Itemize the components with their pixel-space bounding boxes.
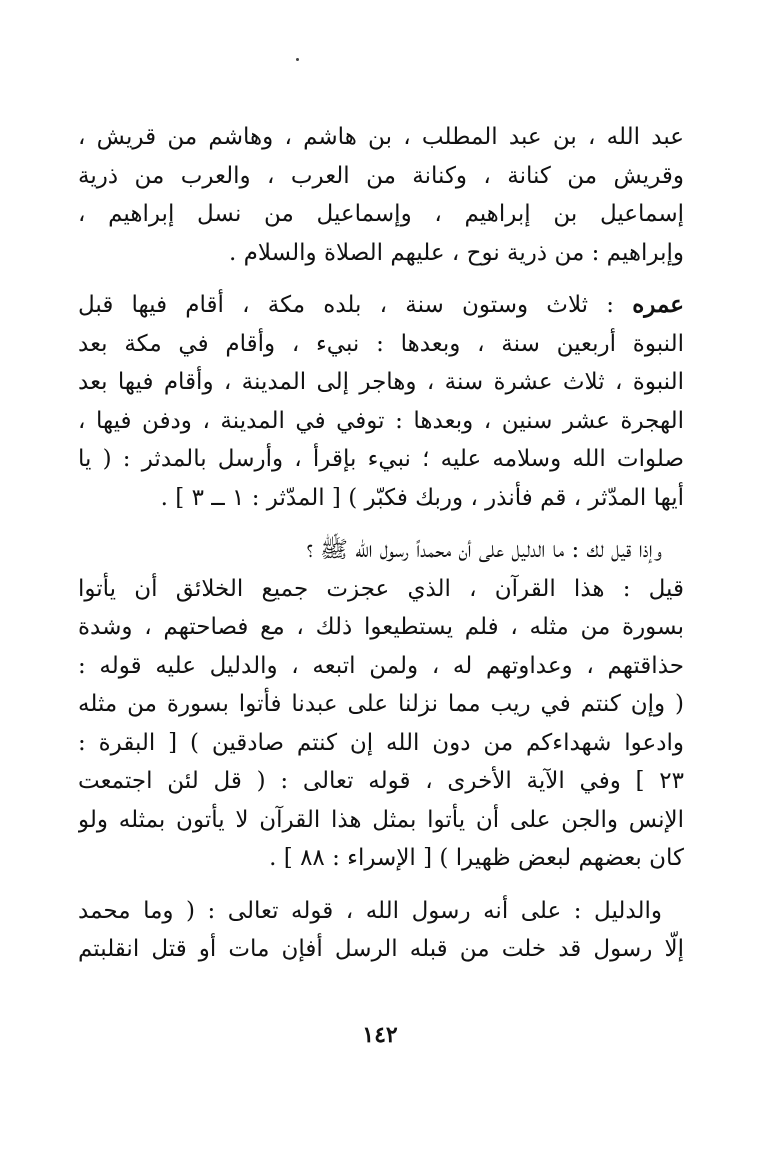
text-line: النبوة ، ثلاث عشرة سنة ، وهاجر إلى المدينة ، وأقام فيها بعد bbox=[78, 369, 684, 395]
keyword-age: عمره bbox=[632, 291, 684, 318]
text-line: صلوات الله وسلامه عليه ؛ نبيء بإقرأ ، وأرسل بالمدثر : ( يا bbox=[78, 446, 684, 472]
paragraph-proof bbox=[78, 531, 684, 878]
text-line: ٢٣ ] وفي الآية الأخرى ، قوله تعالى : ( قل لئن اجتمعت bbox=[78, 768, 684, 794]
text-line bbox=[78, 286, 684, 325]
header-dot bbox=[296, 58, 299, 61]
body-text bbox=[78, 118, 684, 969]
paragraph-gap bbox=[78, 517, 684, 531]
paragraph-lineage bbox=[78, 118, 684, 272]
page-number: ١٤٢ bbox=[362, 1022, 398, 1048]
text-line: وإذا قيل لك : ما الدليل على أن محمداً رسول الله ﷺ ؟ bbox=[306, 537, 662, 563]
text-line: إلّا رسول قد خلت من قبله الرسل أفإن مات أو قتل انقلبتم bbox=[78, 936, 684, 962]
text-line: إسماعيل بن إبراهيم ، وإسماعيل من نسل إبراهيم ، bbox=[78, 201, 684, 227]
text-line: حذاقتهم ، وعداوتهم له ، ولمن اتبعه ، والدليل عليه قوله : bbox=[78, 652, 684, 679]
text-line: الهجرة عشر سنين ، وبعدها : توفي في المدينة ، ودفن فيها ، bbox=[78, 407, 684, 434]
text-line: وإبراهيم : من ذرية نوح ، عليهم الصلاة والسلام . bbox=[229, 239, 684, 266]
text-line: قيل : هذا القرآن ، الذي عجزت جميع الخلائق أن يأتوا bbox=[78, 575, 684, 602]
text-line: الإنس والجن على أن يأتوا بمثل هذا القرآن لا يأتون بمثله ولو bbox=[78, 806, 684, 833]
paragraph-gap bbox=[78, 272, 684, 286]
paragraph-messenger bbox=[78, 892, 684, 969]
paragraph-gap bbox=[78, 878, 684, 892]
text-line: عبد الله ، بن عبد المطلب ، بن هاشم ، وهاشم من قريش ، bbox=[78, 124, 684, 150]
text-line: ( وإن كنتم في ريب مما نزلنا على عبدنا فأتوا بسورة من مثله bbox=[78, 691, 684, 717]
text-line: أيها المدّثر ، قم فأنذر ، وربك فكبّر ) [ المدّثر : ١ ــ ٣ ] . bbox=[160, 484, 684, 511]
paragraph-age bbox=[78, 286, 684, 517]
text-line: كان بعضهم لبعض ظهيرا ) [ الإسراء : ٨٨ ] . bbox=[269, 845, 684, 871]
text-line-rest: : ثلاث وستون سنة ، بلده مكة ، أقام فيها قبل bbox=[78, 292, 633, 318]
text-line: وقريش من كنانة ، وكنانة من العرب ، والعرب من ذرية bbox=[78, 162, 684, 189]
text-line: بسورة من مثله ، فلم يستطيعوا ذلك ، مع فصاحتهم ، وشدة bbox=[78, 614, 684, 640]
text-line: النبوة أربعين سنة ، وبعدها : نبيء ، وأقام في مكة بعد bbox=[78, 330, 684, 357]
text-line: والدليل : على أنه رسول الله ، قوله تعالى : ( وما محمد bbox=[78, 897, 662, 924]
text-line: وادعوا شهداءكم من دون الله إن كنتم صادقين ) [ البقرة : bbox=[78, 729, 684, 756]
